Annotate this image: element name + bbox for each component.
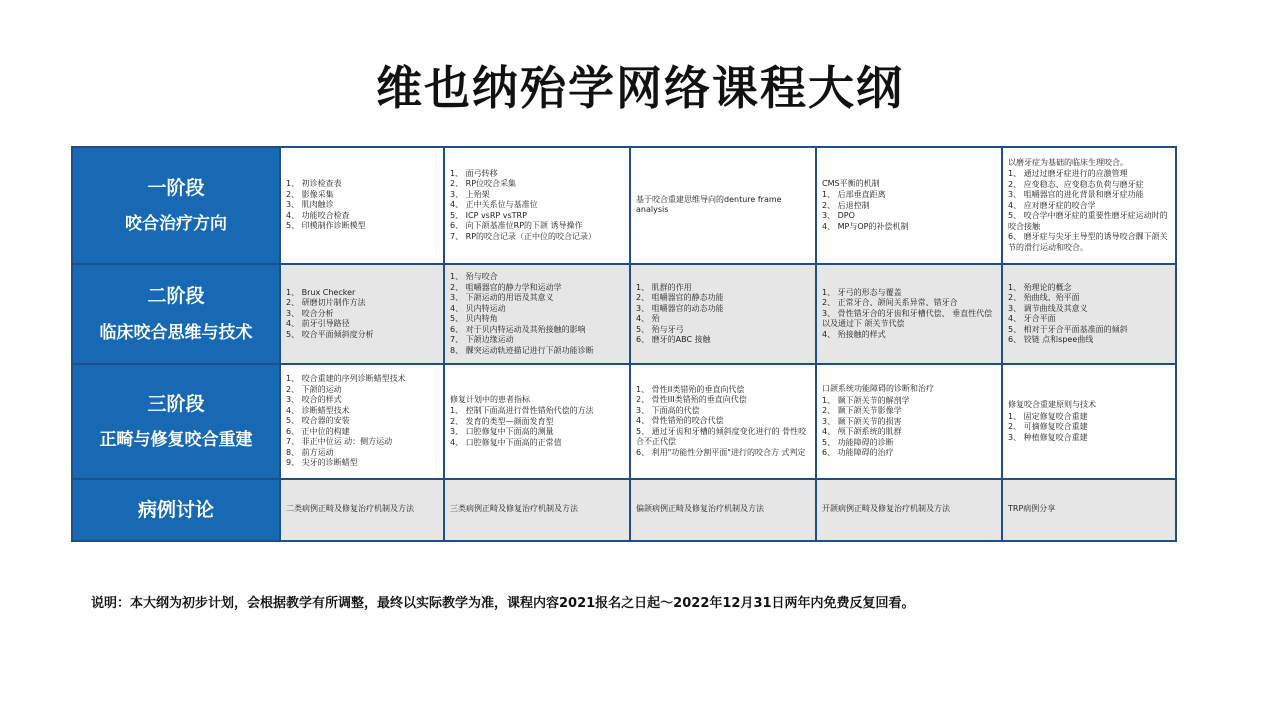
topic-list [450,406,625,448]
outline-cell [445,265,629,363]
topic-item: 5、 印模制作诊断模型 [286,221,366,231]
topic-item: 4、 MP与OP的补偿机制 [822,221,909,231]
topic-list [450,169,625,243]
outline-cell [281,365,443,478]
topic-item: 1、 咬合重建的序列诊断蜡型技术 [286,374,406,384]
course-outline-table [71,146,1177,542]
topic-item: 7、 RP的咬合记录（正中位的咬合记录） [450,231,597,241]
cell-heading: 口颌系统功能障碍的诊断和治疗 [822,384,934,394]
topic-list [1008,412,1171,444]
topic-list [636,283,811,346]
outline-cell [817,148,1001,263]
stage-title: 二阶段 [147,285,205,308]
topic-item: 5、 咬合器的安装 [286,416,350,426]
topic-item: 4、 诊断蜡型技术 [286,405,350,415]
topic-item: 7、 非正中位运 动：侧方运动 [286,437,393,447]
topic-item: 2、 影像采集 [286,189,334,199]
topic-item: 4、 殆 [636,314,660,323]
topic-item: 3、 下颌运动的用语及其意义 [450,293,554,302]
topic-item: 6、 对于贝内特运动及其殆接触的影响 [450,324,586,334]
outline-cell [817,480,1001,540]
outline-cell [1003,148,1175,263]
topic-item: 2、 发育的类型—颜面发育型 [450,416,554,426]
topic-list [450,272,625,356]
topic-item: 4、 功能咬合检查 [286,210,350,220]
topic-item: 8、 前方运动 [286,447,334,457]
outline-cell [281,480,443,540]
cell-heading: TRP病例分享 [1008,504,1056,514]
topic-item: 2、 正常牙合、颌间关系异常、错牙合 [822,298,958,308]
stage-header [73,480,279,540]
topic-item: 4、 口腔修复中下面高的正常值 [450,437,562,447]
outline-cell [631,365,815,478]
cell-heading: 开颌病例正畸及修复治疗机制及方法 [822,504,950,514]
stage-header [73,265,279,363]
topic-item: 6、 利用"功能性分割平面"进行的咬合方 式判定 [636,447,806,457]
topic-item: 3、 上殆架 [450,189,490,199]
topic-item: 1、 殆理论的概念 [1008,282,1072,292]
cell-heading: 修复计划中的患者指标 [450,394,530,404]
outline-cell [445,365,629,478]
topic-list [286,374,439,469]
topic-item: 4、 颅下颌系统的肌群 [822,427,902,437]
topic-item: 3、 口腔修复中下面高的测量 [450,427,554,437]
stage-header [73,148,279,263]
topic-item: 1、 面弓转移 [450,168,498,178]
footnote: 说明：本大纲为初步计划，会根据教学有所调整，最终以实际教学为准，课程内容2021报名之日起～2022年12月31日两年内免费反复回看。 [91,596,915,611]
topic-item: 4、 骨性错殆的咬合代偿 [636,416,724,426]
topic-item: 6、 磨牙症与尖牙主导型的诱导咬合髁下颌关节的滑行运动和咬合。 [1008,232,1168,252]
topic-item: 6、 向下颌基准位RP的下颌 诱导操作 [450,221,583,231]
topic-item: 7、 下颌边缘运动 [450,335,514,344]
topic-list [636,385,811,459]
topic-item: 3、 DPO [822,211,855,221]
topic-item: 2、 应变稳态、应变稳态负荷与磨牙症 [1008,179,1144,189]
cell-heading: CMS平衡的机制 [822,178,880,188]
topic-list [1008,283,1171,346]
topic-list [1008,169,1171,253]
outline-cell [1003,265,1175,363]
topic-item: 1、 后部垂直距离 [822,190,886,200]
cell-heading: 偏颌病例正畸及修复治疗机制及方法 [636,504,764,514]
stage-subtitle: 正畸与修复咬合重建 [99,430,253,451]
topic-item: 6、 正中位的构建 [286,426,350,436]
cell-heading: 基于咬合重建思维导向的denture frame analysis [636,194,782,214]
cell-heading: 二类病例正畸及修复治疗机制及方法 [286,504,414,514]
topic-item: 3、 咀嚼器官的进化背景和磨牙症功能 [1008,190,1144,200]
topic-item: 5、 相对于牙合平面基准面的倾斜 [1008,324,1128,334]
topic-item: 2、 研磨切片制作方法 [286,298,366,308]
topic-item: 3、 咀嚼器官的动态功能 [636,303,724,313]
topic-item: 2、 咀嚼器官的静态功能 [636,293,724,302]
outline-cell [1003,480,1175,540]
topic-item: 2、 骨性III类错殆的垂直向代偿 [636,395,747,405]
topic-item: 1、 控制下面高进行骨性错殆代偿的方法 [450,406,594,416]
stage-title: 三阶段 [147,392,205,415]
outline-cell [1003,365,1175,478]
topic-item: 1、 骨性II类错殆的垂直向代偿 [636,384,745,394]
topic-item: 2、 后退控制 [822,200,870,210]
topic-item: 5、 贝内特角 [450,314,498,323]
stage-header [73,365,279,478]
stage-subtitle: 临床咬合思维与技术 [99,322,253,343]
topic-item: 5、 咬合学中磨牙症的重要性磨牙症运动时的咬合接触 [1008,211,1168,231]
topic-item: 2、 RP位咬合采集 [450,179,517,189]
topic-item: 5、 功能障碍的诊断 [822,437,894,447]
cell-heading: 以磨牙症为基础的临床生理咬合。 [1008,157,1128,167]
topic-item: 3、 调节曲线及其意义 [1008,303,1088,313]
topic-list [822,288,997,341]
topic-item: 1、 固定修复咬合重建 [1008,411,1088,421]
topic-item: 2、 下颌的运动 [286,384,342,394]
topic-item: 1、 通过过磨牙症进行的应激管理 [1008,169,1128,179]
topic-item: 5、 咬合平面倾斜度分析 [286,329,374,339]
topic-item: 2、 咀嚼器官的静力学和运动学 [450,282,562,292]
topic-item: 1、 颞下颌关节的解剖学 [822,395,910,405]
stage-title: 病例讨论 [137,498,214,521]
topic-item: 8、 髁突运动轨迹描记进行下颌功能诊断 [450,345,594,355]
topic-list [822,396,997,459]
topic-item: 4、 牙合平面 [1008,314,1056,323]
topic-item: 5、 殆与牙弓 [636,324,684,334]
cell-heading: 三类病例正畸及修复治疗机制及方法 [450,504,578,514]
topic-item: 4、 前牙引导路径 [286,319,350,329]
outline-cell [631,148,815,263]
topic-item: 3、 种植修复咬合重建 [1008,432,1088,442]
topic-item: 1、 初诊检查表 [286,179,342,189]
outline-cell [445,480,629,540]
topic-item: 3、 咬合的样式 [286,395,342,405]
topic-item: 5、 通过牙齿和牙槽的倾斜度变化进行的 骨性咬合不正代偿 [636,426,807,447]
outline-cell [631,480,815,540]
topic-item: 3、 颞下颌关节的损害 [822,416,902,426]
stage-subtitle: 咬合治疗方向 [125,214,227,235]
topic-item: 3、 下面高的代偿 [636,405,700,415]
outline-cell [817,365,1001,478]
outline-cell [281,265,443,363]
outline-cell [281,148,443,263]
topic-item: 3、 肌肉触诊 [286,200,334,210]
cell-heading: 修复咬合重建原则与技术 [1008,400,1096,409]
topic-item: 4、 殆接触的样式 [822,329,886,339]
topic-item: 4、 贝内特运动 [450,303,506,313]
topic-item: 2、 殆曲线、殆平面 [1008,293,1080,302]
topic-item: 2、 颞下颌关节影像学 [822,406,902,416]
topic-item: 3、 咬合分析 [286,308,334,318]
topic-item: 4、 应对磨牙症的咬合学 [1008,200,1096,210]
topic-item: 1、 Brux Checker [286,287,356,297]
page-title: 维也纳殆学网络课程大纲 [376,61,904,115]
topic-item: 1、 殆与咬合 [450,272,498,281]
topic-item: 2、 可摘修复咬合重建 [1008,422,1088,431]
topic-item: 9、 尖牙的诊断蜡型 [286,458,358,468]
topic-item: 5、 ICP vsRP vsTRP [450,210,527,220]
stage-title: 一阶段 [147,176,205,199]
topic-list [822,190,997,232]
topic-item: 3、 骨性错牙合的牙齿和牙槽代偿、 垂直性代偿以及通过下 颌关节代偿 [822,308,993,329]
topic-list [286,288,439,341]
outline-cell [817,265,1001,363]
topic-item: 6、 铰链 点和spee曲线 [1008,335,1094,344]
outline-cell [631,265,815,363]
topic-item: 6、 功能障碍的治疗 [822,448,894,458]
topic-list [286,179,439,232]
topic-item: 4、 正中关系位与基准位 [450,200,538,210]
outline-cell [445,148,629,263]
topic-item: 1、 牙弓的形态与覆盖 [822,287,902,297]
topic-item: 1、 肌群的作用 [636,282,692,292]
topic-item: 6、 磨牙的ABC 接触 [636,335,711,344]
